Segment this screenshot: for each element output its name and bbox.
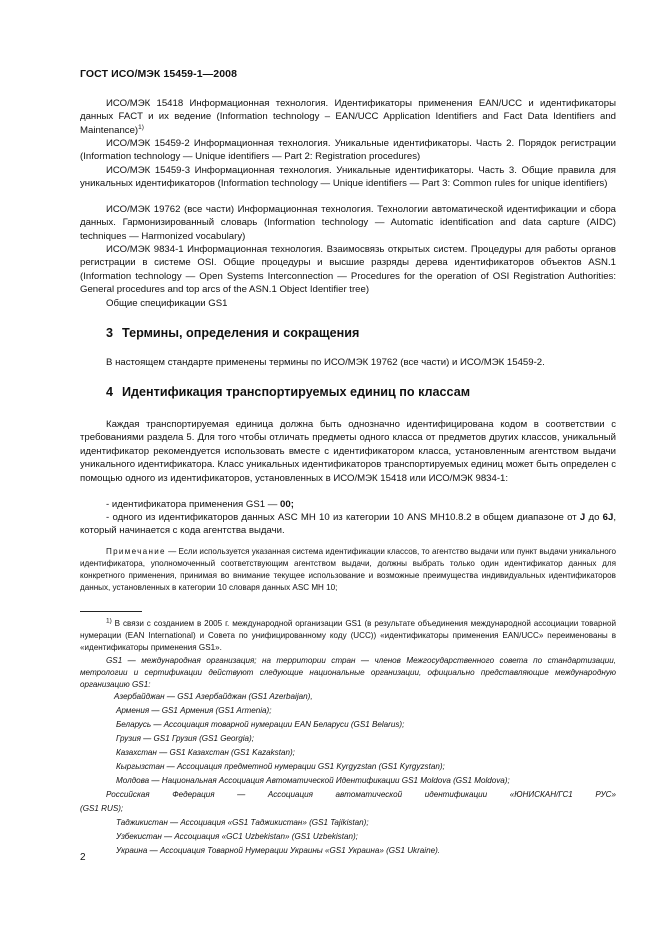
section-3-text: В настоящем стандарте применены термины по ИСО/МЭК 19762 (все части) и ИСО/МЭК 15459-2.	[106, 357, 545, 368]
footnote-mark: 1)	[106, 617, 112, 625]
footnote-gs1-intro: GS1 — международная организация; на территории стран — членов Межгосударственного совета по стандартизации, метрологии и сертификации действуют следующие национальные организации, официально представляющие международную организацию GS1:	[80, 656, 616, 690]
country-russia: Российская Федерация — Ассоциация автоматической идентификации «ЮНИСКАН/ГС1 РУС»	[106, 790, 616, 799]
footnote-marker: 1)	[138, 123, 144, 131]
note: Примечание — Если используется указанная система идентификации классов, то агентство выдачи или пункт выдачи уникального идентификатора, уполномоченный соответствующим агентством выдачи, должны выбрать только один идентификатор данных для конкретного применения, принимая во внимание текущее использование и возможные преимущества индивидуальных идентификаторов данных, установленных в категории 10 словаря данных ASC MH 10;	[80, 547, 616, 592]
reference-15418: ИСО/МЭК 15418 Информационная технология. Идентификаторы применения EAN/UCC и идентификаторы данных FACT и их ведение (Information technology – EAN/UCC Application Identifiers and Fact Data Identifiers and Maintenance)$^{1)}$	[80, 98, 616, 136]
country-armenia: Армения — GS1 Армения (GS1 Armenia);	[116, 706, 272, 715]
country-georgia: Грузия — GS1 Грузия (GS1 Georgia);	[116, 734, 254, 743]
section-3-heading: 3 Термины, определения и сокращения	[106, 326, 360, 340]
country-ukraine: Украина — Ассоциация Товарной Нумерации Украины «GS1 Украина» (GS1 Ukraine).	[116, 846, 441, 855]
list-item-asc: - одного из идентификаторов данных ASC MH 10 из категории 10 ANS MH10.8.2 в общем диапазоне от J до 6J, который начинается с кода агентства выдачи.	[80, 512, 617, 537]
country-uzbekistan: Узбекистан — Ассоциация «GC1 Uzbekistan» (GS1 Uzbekistan);	[116, 832, 358, 841]
country-moldova: Молдова — Национальная Ассоциация Автоматической Идентификации GS1 Moldova (GS1 Moldova);	[116, 776, 510, 785]
section-4-paragraph: Каждая транспортируемая единица должна быть однозначно идентифицирована кодом в соответствии с требованиями раздела 5. Для того чтобы отличать предметы одного класса от предметов других классов, уникальный идентификатор рекомендуется использовать вместе с идентификатором класса, установленным агентством выдачи уникального идентификатора. Класс уникальных идентификаторов транспортируемых единиц может быть определен с помощью одного из идентификаторов, установленных в ИСО/МЭК 15418 или ИСО/МЭК 9834-1:	[80, 419, 616, 484]
country-azerbaijan: Азербайджан — GS1 Азербайджан (GS1 Azerbaijan),	[114, 692, 313, 701]
reference-15459-3: ИСО/МЭК 15459-3 Информационная технология. Уникальные идентификаторы. Часть 3. Общие правила для уникальных идентификаторов (Information technology — Unique identifiers — Part 3: Common rules for unique identifiers)	[80, 165, 616, 190]
note-label: Примечание	[106, 547, 166, 556]
reference-15459-2: ИСО/МЭК 15459-2 Информационная технология. Уникальные идентификаторы. Часть 2. Порядок регистрации (Information technology — Unique identifiers — Part 2: Registration procedures)	[80, 138, 616, 163]
country-belarus: Беларусь — Ассоциация товарной нумерации EAN Беларуси (GS1 Belarus);	[116, 720, 405, 729]
running-header: ГОСТ ИСО/МЭК 15459-1—2008	[80, 68, 238, 80]
list-item-gs1: - идентификатора применения GS1 — 00;	[106, 499, 294, 510]
country-russia-cont: (GS1 RUS);	[80, 804, 124, 813]
country-kyrgyzstan: Кыргызстан — Ассоциация предметной нумерации GS1 Kyrgyzstan (GS1 Kyrgyzstan);	[116, 762, 445, 771]
country-kazakhstan: Казахстан — GS1 Казахстан (GS1 Kazakstan);	[116, 748, 295, 757]
page-number: 2	[80, 852, 86, 863]
footnote-text: $^{1)}$ В связи с созданием в 2005 г. международной организации GS1 (в результате объединения международной ассоциации товарной нумерации (EAN International) и Совета по унифицированному коду (UCC)) «идентификаторы применения EAN/UCC» переименованы в «идентификаторы применения GS1».	[80, 617, 616, 653]
section-4-heading: 4 Идентификация транспортируемых единиц по классам	[106, 385, 471, 399]
reference-19762: ИСО/МЭК 19762 (все части) Информационная технология. Технологии автоматической идентификации и сбора данных. Гармонизированный словарь (Information technology — Automatic identification and data capture (AIDC) techniques — Harmonized vocabulary)	[80, 204, 616, 242]
reference-9834-1: ИСО/МЭК 9834-1 Информационная технология. Взаимосвязь открытых систем. Процедуры для работы органов регистрации в системе OSI. Общие процедуры и высшие разряды дерева идентификаторов объектов ASN.1 (Information technology — Open Systems Interconnection — Procedures for the operation of OSI Registration Authorities: General procedures and top arcs of the ASN.1 Object Identifier tree)	[80, 244, 616, 296]
reference-gs1-specs: Общие спецификации GS1	[106, 298, 228, 309]
footnote-separator	[80, 611, 142, 612]
country-tajikistan: Таджикистан — Ассоциация «GS1 Таджикистан» (GS1 Tajikistan);	[116, 818, 369, 827]
